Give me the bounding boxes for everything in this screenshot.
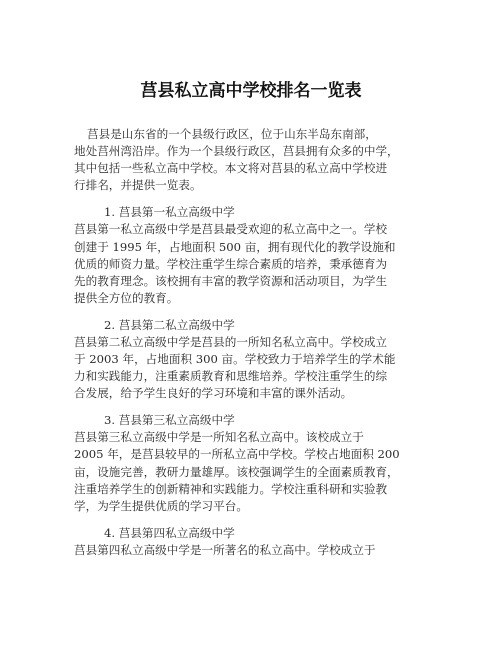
paragraph-line: 莒县是山东省的一个县级行政区，位于山东半岛东南部， xyxy=(87,127,377,141)
section-heading: 4. 莒县第四私立高级中学 xyxy=(104,526,235,540)
paragraph-line: 提供全方位的教育。 xyxy=(74,291,179,305)
paragraph-line: 2005 年，是莒县较早的一所私立高中学校。学校占地面积 200 xyxy=(74,447,400,461)
section-heading: 2. 莒县第二私立高级中学 xyxy=(104,318,235,332)
paragraph-line: 莒县第二私立高级中学是莒县的一所知名私立高中。学校成立 xyxy=(74,335,388,349)
document-title: 莒县私立高中学校排名一览表 xyxy=(140,81,362,101)
paragraph-line: 其中包括一些私立高中学校。本文将对莒县的私立高中学校进 xyxy=(74,161,388,175)
paragraph-line: 于 2003 年，占地面积 300 亩。学校致力于培养学生的学术能 xyxy=(74,352,396,366)
paragraph-line: 力和实践能力，注重素质教育和思维培养。学校注重学生的综 xyxy=(74,369,388,383)
section-heading: 3. 莒县第三私立高级中学 xyxy=(104,413,235,427)
paragraph-line: 亩，设施完善，教研力量雄厚。该校强调学生的全面素质教育， xyxy=(74,465,399,479)
paragraph-line: 行排名，并提供一览表。 xyxy=(74,178,202,192)
paragraph-line: 莒县第四私立高级中学是一所著名的私立高中。学校成立于 xyxy=(74,543,376,557)
section-heading: 1. 莒县第一私立高级中学 xyxy=(104,205,235,219)
paragraph-line: 注重培养学生的创新精神和实践能力。学校注重科研和实验教 xyxy=(74,482,388,496)
paragraph-line: 先的教育理念。该校拥有丰富的教学资源和活动项目，为学生 xyxy=(74,274,388,288)
paragraph-line: 莒县第三私立高级中学是一所知名私立高中。该校成立于 xyxy=(74,430,364,444)
paragraph-line: 优质的师资力量。学校注重学生综合素质的培养，秉承德育为 xyxy=(74,257,388,271)
paragraph-line: 地处莒州湾沿岸。作为一个县级行政区，莒县拥有众多的中学， xyxy=(74,144,399,158)
paragraph-line: 学，为学生提供优质的学习平台。 xyxy=(74,499,248,513)
paragraph-line: 莒县第一私立高级中学是莒县最受欢迎的私立高中之一。学校 xyxy=(74,222,388,236)
paragraph-line: 创建于 1995 年，占地面积 500 亩，拥有现代化的教学设施和 xyxy=(74,240,396,254)
paragraph-line: 合发展，给予学生良好的学习环境和丰富的课外活动。 xyxy=(74,386,353,400)
